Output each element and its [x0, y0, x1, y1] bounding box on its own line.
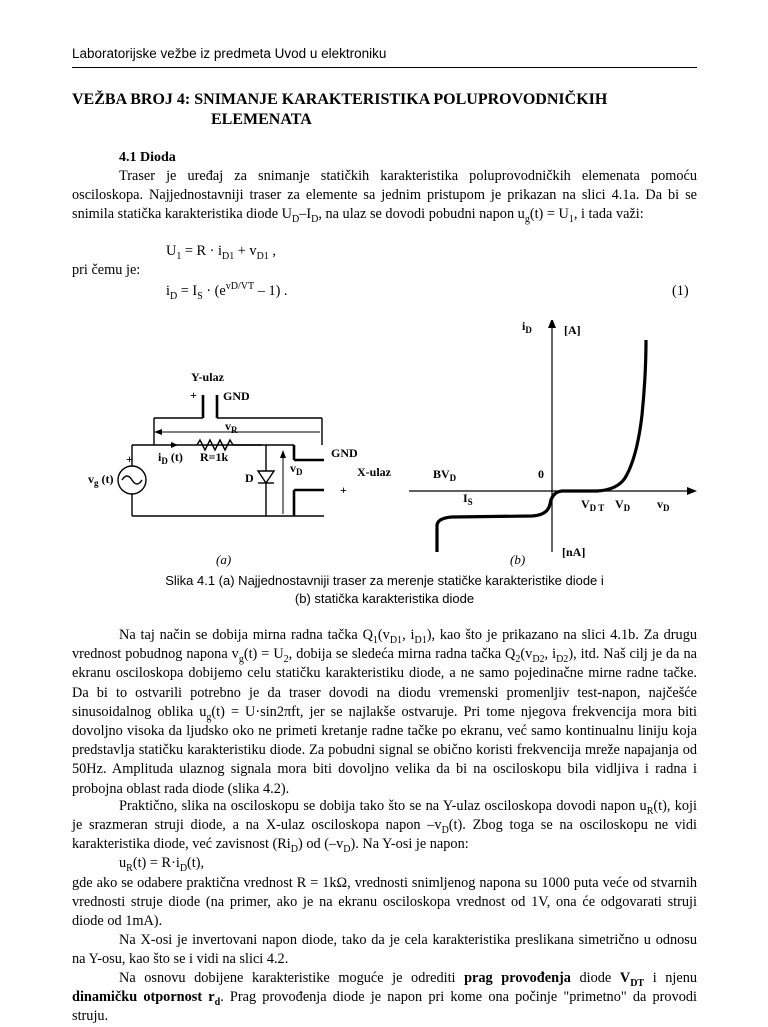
y-plus-label: +: [190, 388, 197, 402]
id-label: $i_D$ (t): [158, 450, 183, 466]
bvd-label: $BV_D$: [433, 467, 457, 483]
figure-caption: [72, 572, 697, 608]
paragraph-x-axis: Na X-osi je invertovani napon diode, tako da je cela karakteristika preslikana simetrično u odnosu na Y-osu, kao što se i vidi na slici 4.2.: [72, 932, 697, 968]
vg-label: $v_g$ (t): [88, 472, 114, 488]
equation-diode-current: $i_D = I_S \cdot (e^{vD/VT} - 1)$ .: [166, 281, 288, 302]
figure-svg: [72, 320, 697, 570]
unit-a-label: [A]: [564, 323, 581, 337]
section-heading: 4.1 Dioda: [119, 150, 176, 165]
axis-id-label: $i_D$: [522, 320, 532, 335]
paragraph-resistance: gde ako se odabere praktična vrednost R = 1kΩ, vrednosti snimljenog napona su 1000 puta veće od stvarnih vrednosti struje diode (na primer, ako je na ekranu osciloskopa vrednost od 1V, ona će odgovarati struji diode od 1mA).: [72, 875, 697, 930]
vdt-label: $V_{D T}$: [581, 497, 605, 513]
caption-line2: (b) statička karakteristika diode: [294, 591, 475, 606]
gnd-top-label: GND: [223, 389, 250, 403]
diode-characteristic: [409, 320, 697, 552]
gnd-right-label: GND: [331, 446, 358, 460]
vr-arrow-head: [154, 429, 162, 435]
intro-paragraph: Traser je uređaj za snimanje statičkih karakteristika poluprovodničkih elemenata pomoću osciloskopa. Najjednostavniji traser za elemente sa jednim pristupom je prikazan na slici 4.1a. Da bi se snimila statička karakteristika diode $U_D-I_D$, na ulaz se dovodi pobudni napon $u_g(t) = U_1$, i tada važi:: [72, 168, 697, 226]
id-arrow-head: [171, 442, 178, 448]
paragraph-threshold: Na osnovu dobijene karakteristike moguće je odrediti prag provođenja diode $V_{DT}$ i njenu dinamičku otpornost $r_d$. Prag provođenja diode je napon pri kome ona počinje "primetno" da provodi struju.: [72, 970, 698, 1025]
pri-cemu-text: pri čemu je:: [72, 262, 141, 278]
resistor-label: R=1k: [200, 450, 229, 464]
diode-triangle: [258, 471, 274, 483]
origin-label: 0: [538, 467, 544, 481]
y-axis-arrow: [548, 320, 556, 328]
running-header: Laboratorijske vežbe iz predmeta Uvod u elektroniku: [72, 46, 697, 68]
x-plus-label: +: [340, 483, 347, 497]
chapter-title: [72, 90, 697, 130]
axis-vd-label: $v_D$: [657, 497, 670, 513]
figure-4-1: [72, 320, 697, 570]
chapter-title-line2: ELEMENATA: [211, 111, 312, 128]
equation-ur: $u_R(t) = R\cdot i_D(t)$,: [119, 855, 205, 874]
paragraph-operating-point: Na taj način se dobija mirna radna tačka $Q_1(v_{D1}$, $i_{D1}$), kao što je prikazano na slici 4.1b. Za drugu vrednost pobudnog napona $v_g(t) = U_2$, dobija se sledeća mirna radna tačka $Q_2(v_{D2}$, $i_{D2}$), itd. Naš cilj je da na ekranu osciloskopa dobijemo celu statičku karakteristiku diode, a ne samo pojedinačne mirne radne tačke. Da bi to ostvarili potrebno je da traser dovodi na diodu vremenski promenljiv test-napon, najčešće sinusoidalnog oblika $u_g(t) = U\cdot\sin 2\pi ft$, jer se najlakše ostvaruje. Pri tome njegova frekvencija mora biti dovoljno visoka da ljudsko oko ne primeti kretanje radne tačke po ekranu, već samo kontinualnu liniju koja predstavlja statičku karakteristiku diode. Za pobudni signal se obično koristi frekvencija mreže napajanja od 50Hz. Amplituda ulaznog signala mora biti dovoljno velika da bi na osciloskopu bila vidljiva i radna i probojna oblast rada diode (slika 4.2).: [72, 627, 697, 797]
x-axis-arrow: [687, 487, 697, 495]
diode-label: D: [245, 471, 254, 485]
source-plus-label: +: [126, 452, 133, 466]
x-ulaz-label: X-ulaz: [357, 465, 391, 479]
unit-na-label: [nA]: [562, 545, 586, 559]
is-label: $I_S$: [463, 491, 473, 507]
equation-u1: $U_1 = R \cdot i_{D1} + v_{D1}$ ,: [166, 243, 276, 262]
y-ulaz-label: Y-ulaz: [191, 370, 224, 384]
equation-number: (1): [672, 283, 689, 299]
vr-label: $v_R$: [225, 419, 238, 435]
vd-circuit-label: $v_D$: [290, 461, 303, 477]
caption-line1: Slika 4.1 (a) Najjednostavniji traser za merenje statičke karakteristike diode i: [165, 573, 604, 588]
label-a: (a): [216, 552, 232, 567]
vd-point-label: $V_D$: [615, 497, 631, 513]
vd-arrow-head: [280, 450, 286, 458]
paragraph-practical: Praktično, slika na osciloskopu se dobija tako što se na Y-ulaz osciloskopa dovodi napon $u_R(t)$, koji je srazmeran struji diode, a na X-ulaz osciloskopa napon $-v_D(t)$. Zbog toga se na osciloskopu ne vidi karakteristika diode, već zavisnost $(Ri_D)$ od $(-v_D)$. Na Y-osi je napon:: [72, 798, 697, 856]
chapter-title-line1: VEŽBA BROJ 4: SNIMANJE KARAKTERISTIKA POLUPROVODNIČKIH: [72, 91, 608, 108]
characteristic-curve: [437, 340, 646, 552]
label-b: (b): [510, 552, 526, 567]
